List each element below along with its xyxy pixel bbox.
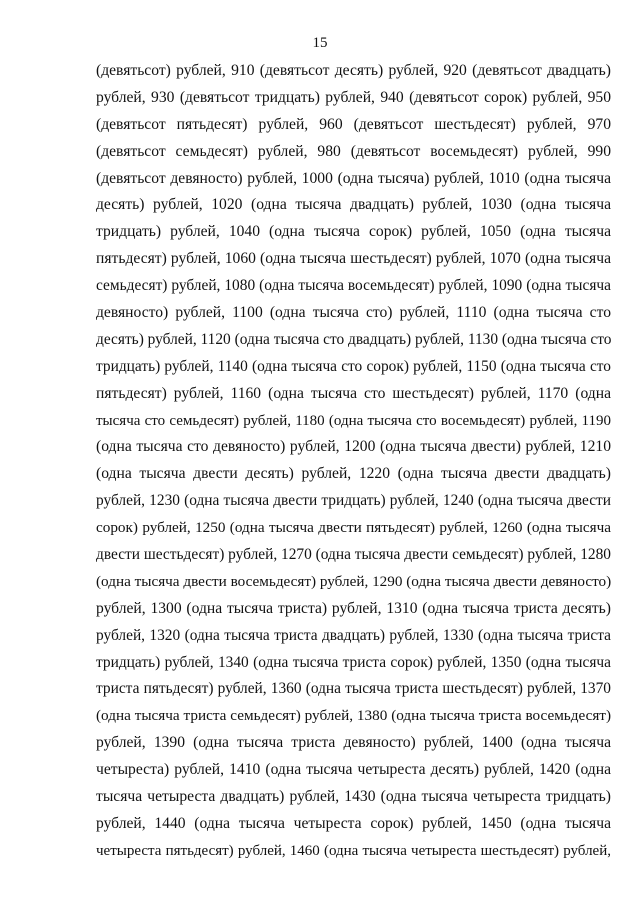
text-line: тысяча четыреста двадцать) рублей, 1430 (одна тысяча четыреста тридцать) — [96, 788, 611, 806]
text-line: (одна тысяча двести восемьдесят) рублей, 1290 (одна тысяча двести девяносто) — [96, 572, 611, 590]
text-line: рублей, 1230 (одна тысяча двести тридцать) рублей, 1240 (одна тысяча двести — [96, 492, 611, 510]
text-line: рублей, 1320 (одна тысяча триста двадцать) рублей, 1330 (одна тысяча триста — [96, 626, 611, 644]
text-line: (девятьсот пятьдесят) рублей, 960 (девятьсот шестьдесят) рублей, 970 — [96, 115, 611, 133]
text-line: триста пятьдесят) рублей, 1360 (одна тысяча триста шестьдесят) рублей, 1370 — [96, 680, 611, 698]
text-line: девяносто) рублей, 1100 (одна тысяча сто) рублей, 1110 (одна тысяча сто — [96, 304, 611, 322]
body-text — [96, 58, 611, 865]
text-line: рублей, 1390 (одна тысяча триста девяносто) рублей, 1400 (одна тысяча — [96, 734, 611, 752]
text-line: (одна тысяча триста семьдесят) рублей, 1380 (одна тысяча триста восемьдесят) — [96, 707, 611, 725]
text-line: тысяча сто семьдесят) рублей, 1180 (одна тысяча сто восемьдесят) рублей, 1190 — [96, 412, 611, 429]
text-line: (девятьсот семьдесят) рублей, 980 (девятьсот восемьдесят) рублей, 990 — [96, 142, 611, 160]
text-line: рублей, 1440 (одна тысяча четыреста сорок) рублей, 1450 (одна тысяча — [96, 814, 611, 832]
text-line: (одна тысяча двести десять) рублей, 1220 (одна тысяча двести двадцать) — [96, 465, 611, 483]
text-line: четыреста) рублей, 1410 (одна тысяча четыреста десять) рублей, 1420 (одна — [96, 761, 611, 779]
text-line: семьдесят) рублей, 1080 (одна тысяча восемьдесят) рублей, 1090 (одна тысяча — [96, 277, 611, 295]
text-line: четыреста пятьдесят) рублей, 1460 (одна тысяча четыреста шестьдесят) рублей, — [96, 842, 611, 859]
text-line: (девятьсот девяносто) рублей, 1000 (одна тысяча) рублей, 1010 (одна тысяча — [96, 169, 611, 187]
text-line: двести шестьдесят) рублей, 1270 (одна тысяча двести семьдесят) рублей, 1280 — [96, 546, 611, 564]
text-line: десять) рублей, 1120 (одна тысяча сто двадцать) рублей, 1130 (одна тысяча сто — [96, 330, 611, 348]
text-line: пятьдесят) рублей, 1060 (одна тысяча шестьдесят) рублей, 1070 (одна тысяча — [96, 250, 611, 268]
text-line: (девятьсот) рублей, 910 (девятьсот десять) рублей, 920 (девятьсот двадцать) — [96, 62, 611, 79]
text-line: тридцать) рублей, 1340 (одна тысяча триста сорок) рублей, 1350 (одна тысяча — [96, 653, 611, 671]
page-number: 15 — [312, 35, 328, 51]
text-line: пятьдесят) рублей, 1160 (одна тысяча сто шестьдесят) рублей, 1170 (одна — [96, 384, 611, 402]
text-line: десять) рублей, 1020 (одна тысяча двадцать) рублей, 1030 (одна тысяча — [96, 196, 611, 214]
text-line: рублей, 1300 (одна тысяча триста) рублей, 1310 (одна тысяча триста десять) — [96, 599, 611, 617]
text-line: тридцать) рублей, 1040 (одна тысяча сорок) рублей, 1050 (одна тысяча — [96, 223, 611, 241]
text-line: (одна тысяча сто девяносто) рублей, 1200 (одна тысяча двести) рублей, 1210 — [96, 438, 611, 456]
text-line: рублей, 930 (девятьсот тридцать) рублей, 940 (девятьсот сорок) рублей, 950 — [96, 88, 611, 106]
text-line: сорок) рублей, 1250 (одна тысяча двести пятьдесят) рублей, 1260 (одна тысяча — [96, 519, 611, 537]
text-line: тридцать) рублей, 1140 (одна тысяча сто сорок) рублей, 1150 (одна тысяча сто — [96, 357, 611, 375]
